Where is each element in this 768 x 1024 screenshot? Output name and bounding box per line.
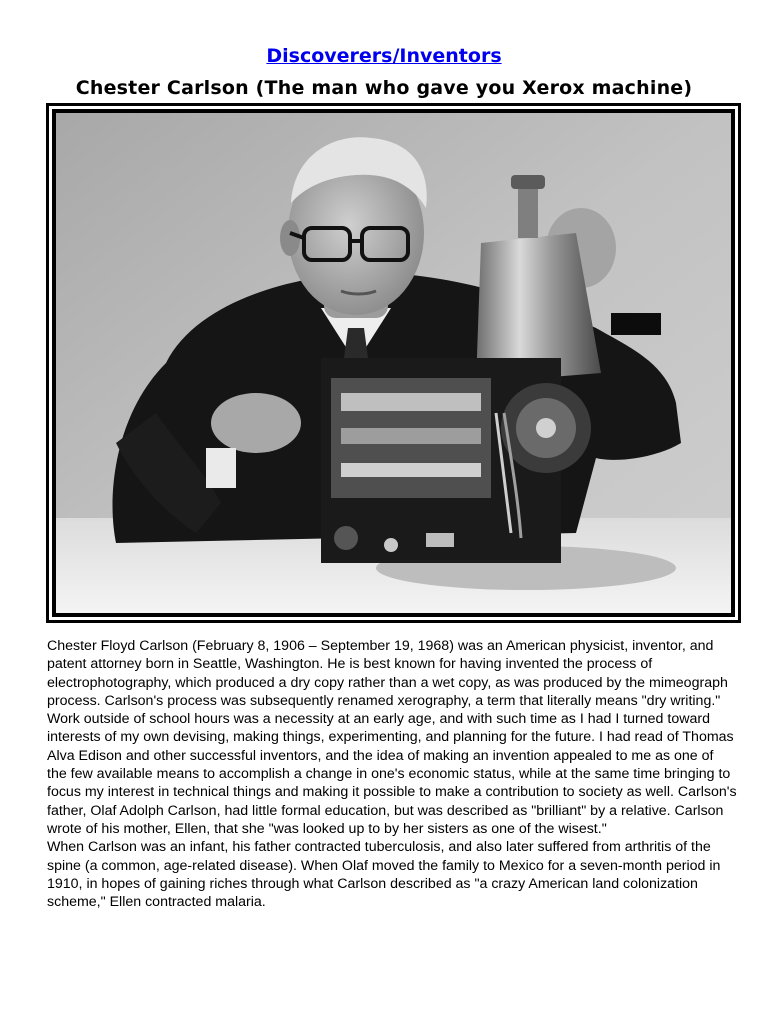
portrait-photo xyxy=(56,113,731,613)
article-paragraph: When Carlson was an infant, his father contracted tuberculosis, and also later suffered from arthritis of the spine (a common, age-related disease). When Olaf moved the family to Mexico for a seven-month period in 1910, in hopes of gaining riches through what Carlson described as "a crazy American land colonization scheme," Ellen contracted malaria. xyxy=(47,839,721,911)
article-body xyxy=(47,637,737,911)
photo-frame xyxy=(46,103,741,623)
page-title: Chester Carlson (The man who gave you Xerox machine) xyxy=(75,77,693,99)
category-link[interactable]: Discoverers/Inventors xyxy=(266,45,502,67)
article-paragraph: Chester Floyd Carlson (February 8, 1906 – September 19, 1968) was an American physicist, inventor, and patent attorney born in Seattle, Washington. He is best known for having invented the process of electrophotography, which produced a dry copy rather than a wet copy, as was produced by the mimeograph process. Carlson's process was subsequently renamed xerography, a term that literally means "dry writing." Work outside of school hours was a necessity at an early age, and with such time as I had I turned toward interests of my own devising, making things, experimenting, and planning for the future. I had read of Thomas Alva Edison and other successful inventors, and the idea of making an invention appealed to me as one of the few available means to accomplish a change in one's economic status, while at the same time bringing to focus my interest in technical things and making it possible to make a contribution to society as well. Carlson's father, Olaf Adolph Carlson, had little formal education, but was described as "brilliant" by a relative. Carlson wrote of his mother, Ellen, that she "was looked up to by her sisters as one of the wisest." xyxy=(47,638,737,837)
